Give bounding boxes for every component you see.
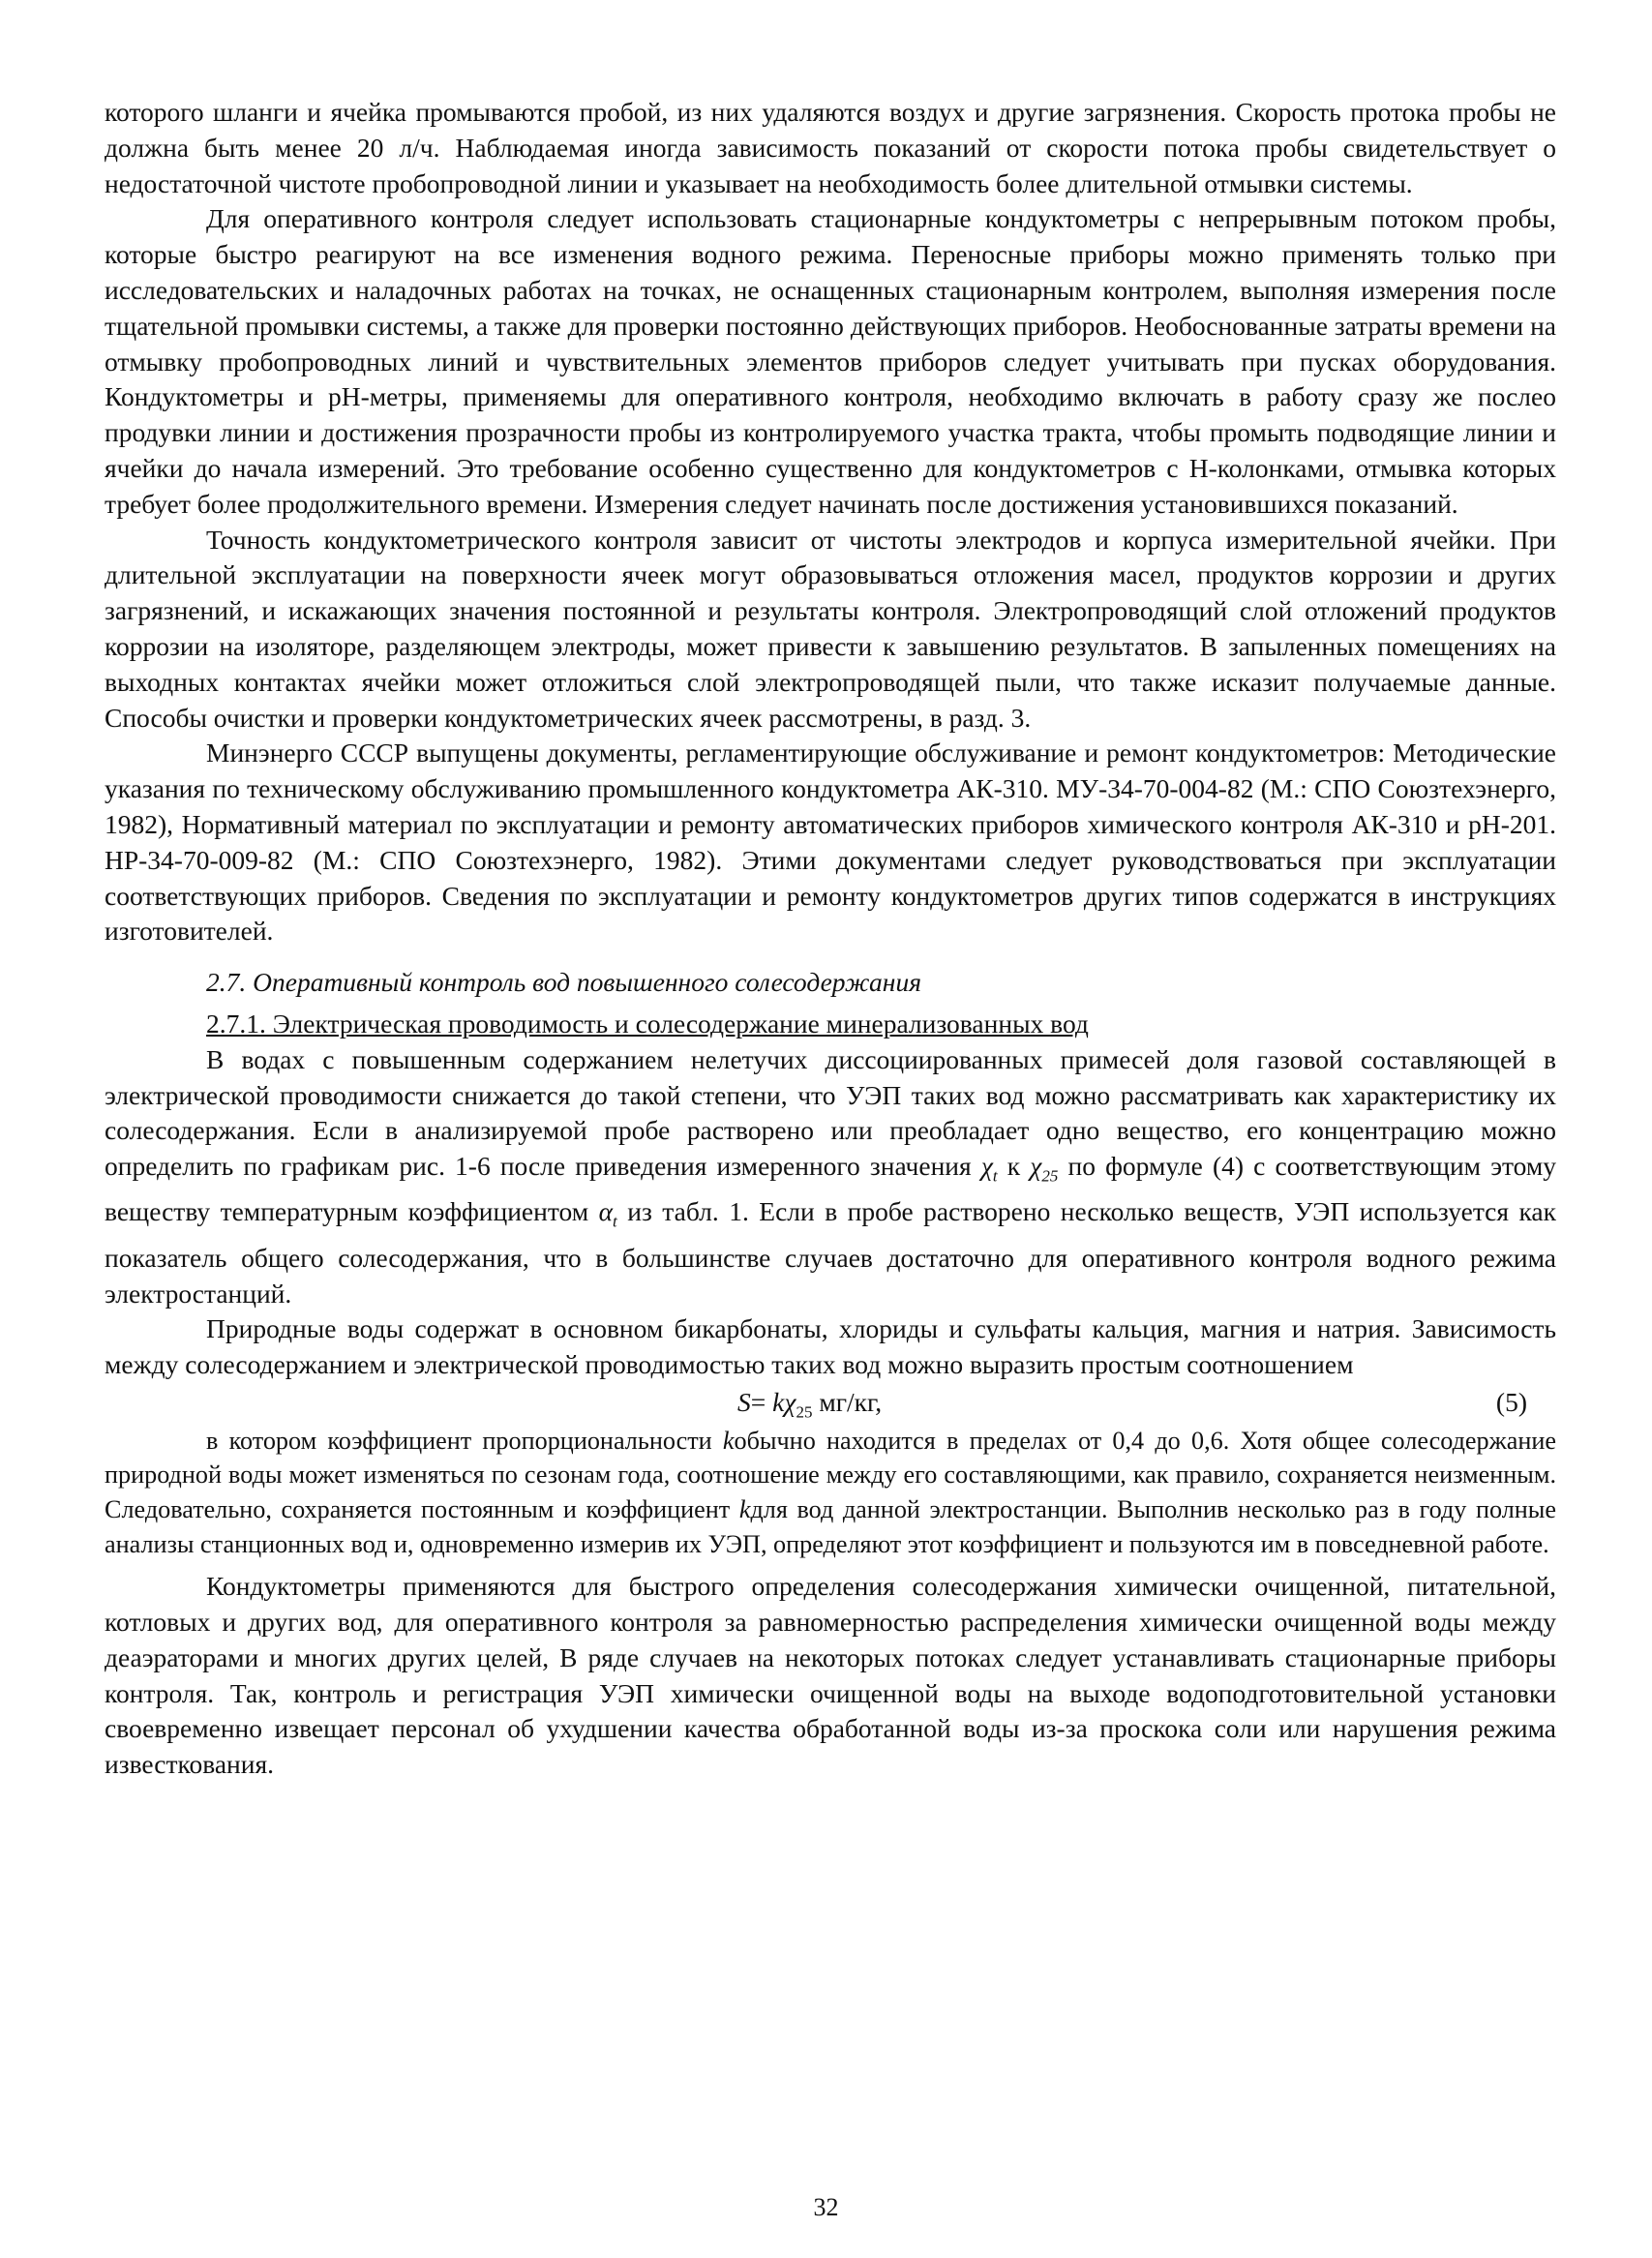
formula-5 bbox=[105, 1385, 1556, 1424]
page-number: 32 bbox=[813, 2193, 839, 2221]
section-heading: 2.7. Оперативный контроль вод повышенного солесодержания bbox=[206, 967, 921, 998]
k-symbol-2: k bbox=[738, 1495, 751, 1524]
paragraph-2: Для оперативного контроля следует использовать стационарные кондуктометры с непрерывным потоком пробы, которые быстро реагируют на все изменения водного режима. Переносные приборы можно применять только при исследовательских и наладочных работах на точках, не оснащенных стационарным контролем, выполняя измерения после тщательной промывки системы, а также для проверки постоянно действующих приборов. Необоснованные затраты времени на отмывку пробопроводных линий и чувствительных элементов приборов следует учитывать при пусках оборудования. Кондуктометры и рН-метры, применяемы для оперативного контроля, необходимо включать в работу сразу же послео продувки линии и достижения прозрачности пробы из контролируемого участка тракта, чтобы промыть подводящие линии и ячейки до начала измерений. Это требование особенно существенно для кондуктометров с Н-колонками, отмывка которых требует более продолжительного времени. Измерения следует начинать после достижения установившихся показаний. bbox=[105, 203, 1556, 519]
subsection-heading: 2.7.1. Электрическая проводимость и солесодержание минерализованных вод bbox=[206, 1008, 1089, 1039]
paragraph-7: в котором коэффициент пропорциональности kобычно находится в пределах от 0,4 до 0,6. Хотя общее солесодержание природной воды может изменяться по сезонам года, соотношение между его составляющими, как правило, сохраняется неизменным. Следовательно, сохраняется постоянным и коэффициент kдля вод данной электростанции. Выполнив несколько раз в году полные анализы станционных вод и, одновременно измерив их УЭП, определяют этот коэффициент и пользуются им в повседневной работе. bbox=[105, 1426, 1557, 1558]
paragraph-3: Точность кондуктометрического контроля зависит от чистоты электродов и корпуса измерительной ячейки. При длительной эксплуатации на поверхности ячеек могут образовываться отложения масел, продуктов коррозии и других загрязнений, и искажающих значения постоянной и результаты контроля. Электропроводящий слой отложений продуктов коррозии на изоляторе, разделяющем электроды, может привести к завышению результатов. В запыленных помещениях на выходных контактах ячейки может отложиться слой электропроводящей пыли, что также исказит получаемые данные. Способы очистки и проверки кондуктометрических ячеек рассмотрены, в разд. 3. bbox=[105, 524, 1556, 733]
paragraph-5-part-b: по формуле (4) с соответствующим этому веществу температурным коэффициентом bbox=[105, 1151, 1557, 1227]
chi-t-symbol: $\chi_t$ bbox=[980, 1151, 998, 1186]
paragraph-6: Природные воды содержат в основном бикарбонаты, хлориды и сульфаты кальция, магния и натрия. Зависимость между солесодержанием и электрической проводимостью таких вод можно выразить простым соотношением bbox=[105, 1313, 1556, 1380]
k-symbol: k bbox=[722, 1426, 735, 1455]
paragraph-5-part-a: В водах с повышенным содержанием нелетучих диссоциированных примесей доля газовой составляющей в электрической проводимости снижается до такой степени, что УЭП таких вод можно рассматривать как характеристику их солесодержания. Если в анализируемой пробе растворено или преобладает одно вещество, его концентрацию можно определить по графикам рис. 1-6 после приведения измеренного значения bbox=[105, 1043, 1556, 1182]
preposition-k: к bbox=[1006, 1151, 1021, 1182]
paragraph-5 bbox=[105, 1042, 1556, 1312]
paragraph-4: Минэнерго СССР выпущены документы, регламентирующие обслуживание и ремонт кондуктометров: Методические указания по техническому обслуживанию промышленного кондуктометра АК-310. МУ-34-70-004-82 (М.: СПО Союзтехэнерго, 1982), Нормативный материал по эксплуатации и ремонту автоматических приборов химического контроля АК-310 и рН-201. НР-34-70-009-82 (М.: СПО Союзтехэнерго, 1982). Этими документами следует руководствоваться при эксплуатации соответствующих приборов. Сведения по эксплуатации и ремонту кондуктометров других типов содержатся в инструкциях изготовителей. bbox=[105, 738, 1556, 947]
alpha-t-symbol: $\alpha_t$ bbox=[598, 1196, 617, 1231]
equation-number: (5) bbox=[1495, 1386, 1527, 1417]
formula-expression: $S= k\chi_{25}$ мг/кг, bbox=[737, 1386, 883, 1422]
paragraph-8: Кондуктометры применяются для быстрого определения солесодержания химически очищенной, питательной, котловых и других вод, для оперативного контроля за равномерностью распределения химически очищенной воды между деаэраторами и многих других целей, В ряде случаев на некоторых потоках следует устанавливать стационарные приборы контроля. Так, контроль и регистрация УЭП химически очищенной воды на выходе водоподготовительной установки своевременно извещает персонал об ухудшении качества обработанной воды из-за проскока соли или нарушения режима известкования. bbox=[105, 1571, 1556, 1780]
chi-25-symbol: $\chi_{25}$ bbox=[1030, 1151, 1059, 1186]
paragraph-5-part-c: из табл. 1. Если в пробе растворено несколько веществ, УЭП используется как показатель общего солесодержания, что в большинстве случаев достаточно для оперативного контроля водного режима электростанций. bbox=[105, 1196, 1556, 1309]
page-body bbox=[105, 95, 1556, 1783]
paragraph-1: которого шланги и ячейка промываются пробой, из них удаляются воздух и другие загрязнения. Скорость протока пробы не должна быть менее 20 л/ч. Наблюдаемая иногда зависимость показаний от скорости потока пробы свидетельствует о недостаточной чистоте пробопроводной линии и указывает на необходимость более длительной отмывки системы. bbox=[105, 97, 1556, 198]
